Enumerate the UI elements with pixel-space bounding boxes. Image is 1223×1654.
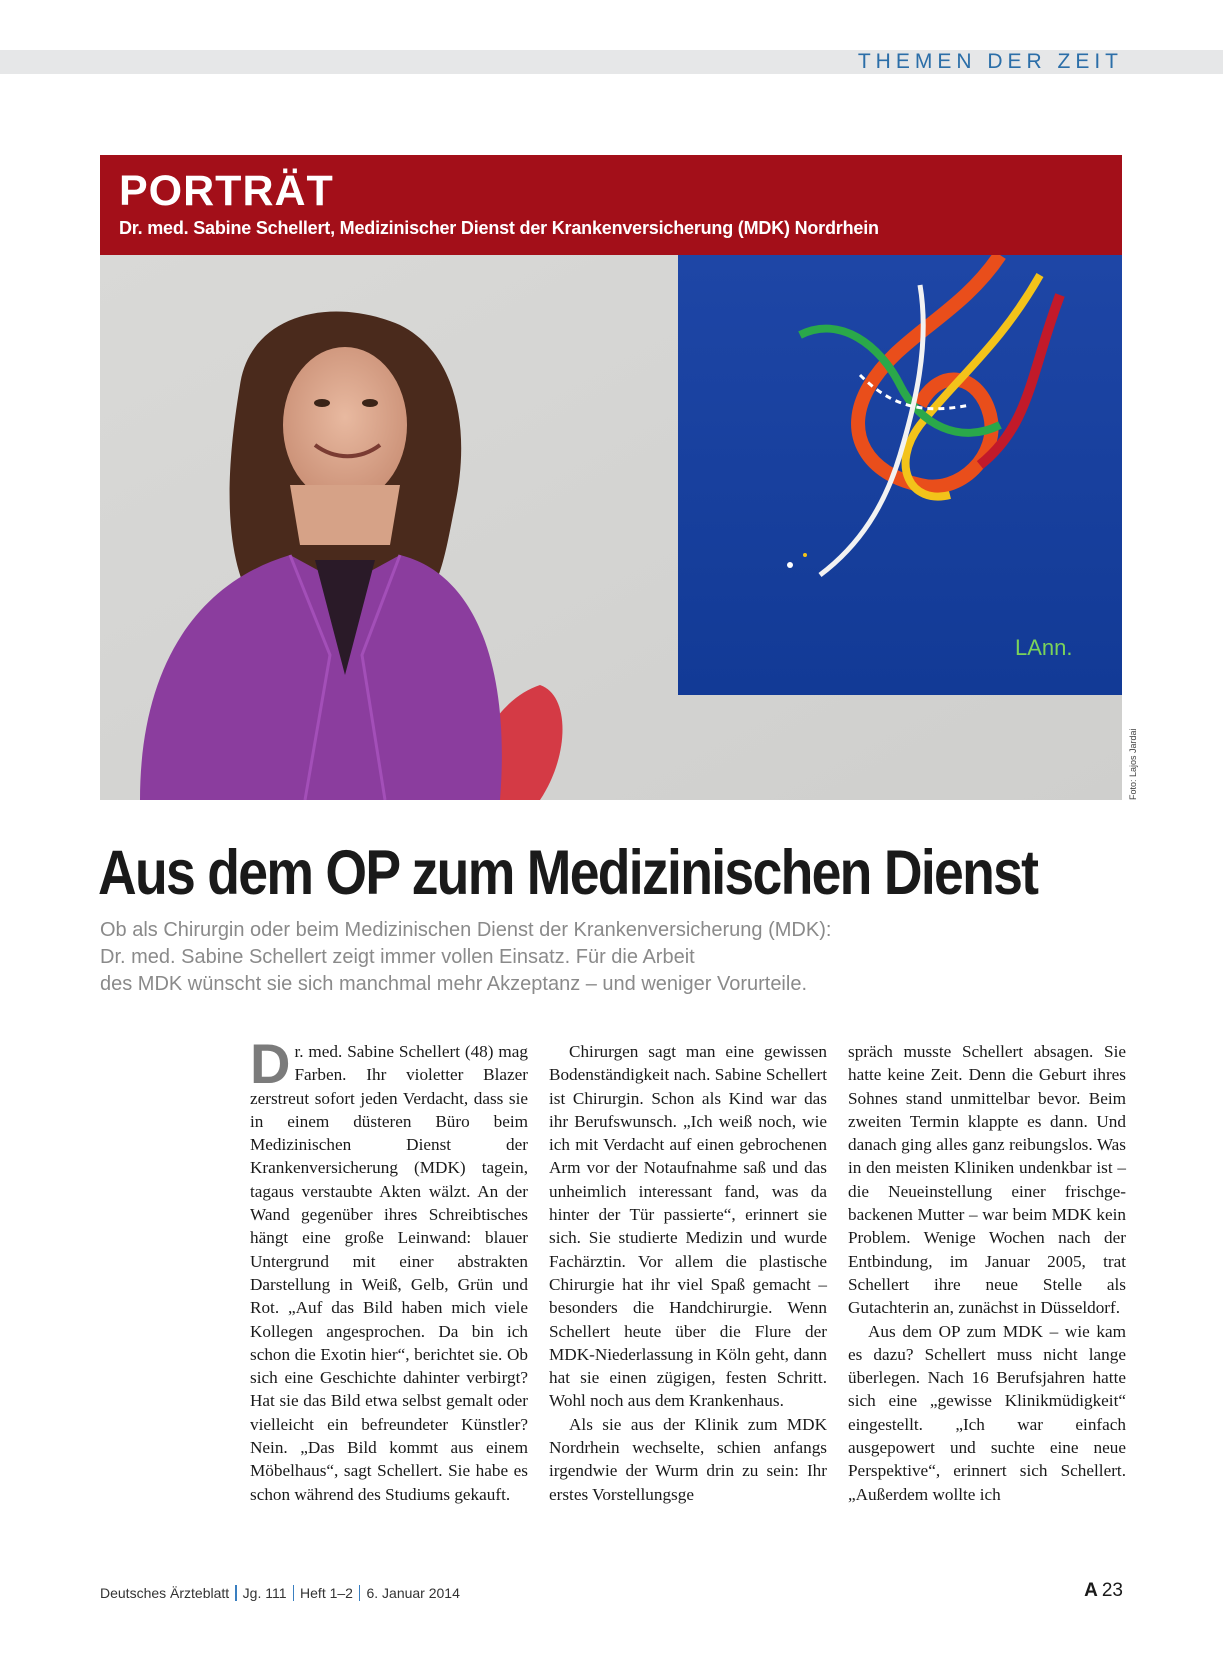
abstract-painting — [678, 255, 1122, 695]
photo-credit: Foto: Lajos Jardai — [1128, 728, 1138, 800]
section-label: THEMEN DER ZEIT — [857, 50, 1123, 73]
page-number-value: 23 — [1101, 1580, 1123, 1601]
portrait-banner — [100, 155, 1122, 255]
portrait-photo — [100, 255, 1122, 800]
lead-line: Ob als Chirurgin oder beim Medizinischen Dienst der Krankenversicherung (MDK): — [100, 919, 832, 941]
journal-name: Deutsches Ärzteblatt — [100, 1585, 230, 1601]
footer-separator — [293, 1585, 295, 1601]
issue-date: 6. Januar 2014 — [366, 1585, 460, 1601]
footer-separator — [235, 1585, 237, 1601]
article-headline: Aus dem OP zum Medizinischen Dienst — [98, 838, 1038, 908]
page-number — [1084, 1580, 1123, 1602]
page-footer — [100, 1585, 1122, 1601]
footer-separator — [359, 1585, 361, 1601]
lead-line: des MDK wünscht sie sich manchmal mehr Akzeptanz – und weniger Vorurteile. — [100, 973, 808, 995]
paragraph: Chirurgen sagt man eine gewissen Bodenständigkeit nach. Sabine Schellert ist Chirurgin. Schon als Kind war das ihr Berufswunsch. „Ich weiß noch, wie ich mit Verdacht auf einen gebrochenen Arm vor der Notaufnahme saß und das unheimlich interessant fand, was da hinter der Tür passierte“, erinnert sie sich. Sie studierte Medizin und wurde Fachärztin. Vor allem die plastische Chirurgie hat ihr viel Spaß gemacht – besonders die Handchirurgie. Wenn Schellert heute über die Flure der MDK-Niederlassung in Köln geht, dann hat sie einen zügigen, festen Schritt. Wohl noch aus dem Krankenhaus. — [549, 1042, 827, 1411]
journal-volume: Jg. 111 — [242, 1585, 287, 1601]
paragraph: Aus dem OP zum MDK – wie kam es dazu? Schellert muss nicht lange überlegen. Nach 16 Berufsjahren hatte sich eine „gewisse Klinikmüdigkeit“ eingestellt. „Ich war einfach ausgepowert und suchte eine neue Perspektive“, erinnert sich Schellert. „Außerdem wollte ich — [848, 1321, 1126, 1504]
page-prefix: A — [1084, 1580, 1098, 1601]
text-column-2 — [549, 1040, 827, 1506]
paragraph — [250, 1032, 528, 1506]
text-column-3 — [848, 1040, 1126, 1506]
journal-issue: Heft 1–2 — [300, 1585, 353, 1601]
paragraph: spräch musste Schellert absagen. Sie hatte keine Zeit. Denn die Geburt ihres Sohnes stand unmittelbar bevor. Beim zweiten Termin klappte es dann. Und danach ging alles ganz reibungslos. Was in den meisten Kliniken undenkbar ist – die Neueinstellung einer frischgebackenen Mutter – war beim MDK kein Problem. Wenige Wochen nach der Entbindung, im Januar 2005, trat Schellert ihre neue Stelle als Gutachterin an, zunächst in Düsseldorf. — [848, 1042, 1126, 1318]
paragraph-text: r. med. Sabine Schellert (48) mag Farben. Ihr violetter Blazer zerstreut sofort jeden Verdacht, dass sie in einem düsteren Büro beim Medizinischen Dienst der Krankenversicherung (MDK) tagein, tagaus verstaubte Akten wälzt. An der Wand gegenüber ihres Schreibtisches hängt eine große Leinwand: blauer Untergrund mit einer abstrakten Darstellung in Weiß, Gelb, Grün und Rot. „Auf das Bild haben mich viele Kollegen angesprochen. Da bin ich schon die Exotin hier“, berichtet sie. Ob sich eine Geschichte dahinter verbirgt? Hat sie das Bild etwa selbst gemalt oder vielleicht ein befreundeter Künstler? Nein. „Das Bild kommt aus einem Möbelhaus“, sagt Schellert. Sie habe es schon während des Studiums gekauft. — [250, 1042, 528, 1504]
article-lead — [100, 917, 1000, 998]
lead-line: Dr. med. Sabine Schellert zeigt immer vollen Einsatz. Für die Arbeit — [100, 946, 695, 968]
banner-subtitle: Dr. med. Sabine Schellert, Medizinischer Dienst der Krankenversicherung (MDK) Nordrhein — [119, 218, 879, 238]
text-column-1 — [250, 1032, 528, 1506]
painting-signature: LAnn. — [1015, 635, 1073, 660]
drop-cap: D — [250, 1032, 291, 1095]
paragraph: Als sie aus der Klinik zum MDK Nordrhein wechselte, schien anfangs irgendwie der Wurm drin zu sein: Ihr erstes Vorstellungsge — [549, 1414, 827, 1504]
banner-kicker: PORTRÄT — [119, 167, 334, 215]
